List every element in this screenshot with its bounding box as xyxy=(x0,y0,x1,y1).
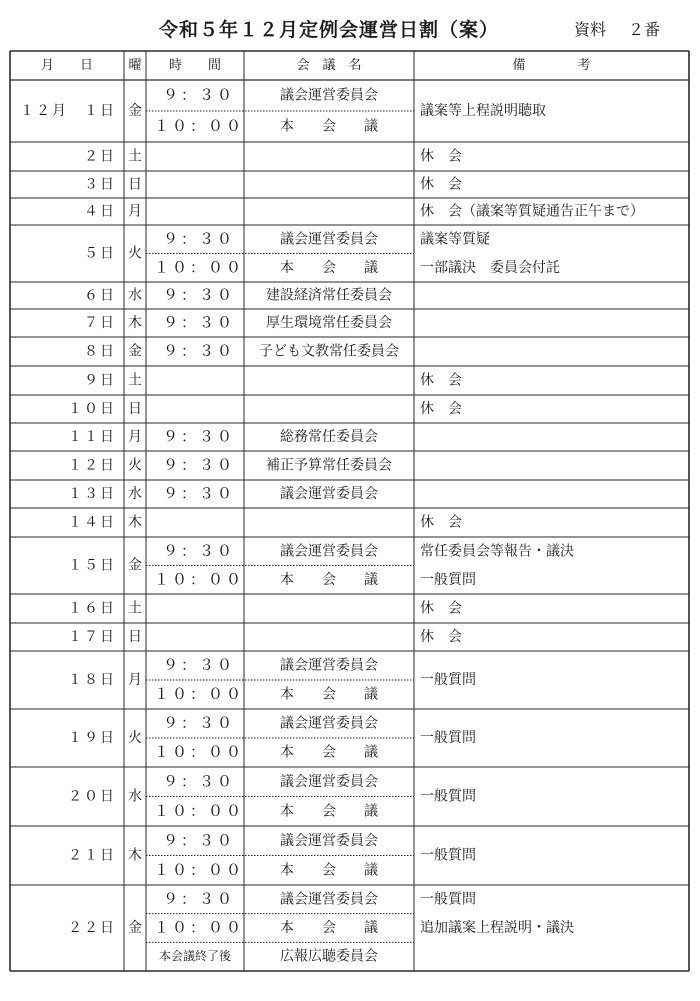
day-date: ２１日 xyxy=(68,847,116,864)
day-date: １２月 １日 xyxy=(20,103,116,119)
header-time: 時 間 xyxy=(168,58,222,73)
day-remark: 議案等上程説明聴取 xyxy=(420,103,546,119)
document-number: ２番 xyxy=(628,20,661,39)
session-time: 本会議終了後 xyxy=(158,949,232,964)
session-time: ９：３０ xyxy=(162,831,236,850)
session-time: ９：３０ xyxy=(162,456,236,474)
day-weekday: 金 xyxy=(128,920,142,936)
day-remark: 一般質問 xyxy=(420,672,476,688)
session-meeting: 議会運営委員会 xyxy=(280,543,378,560)
session-meeting: 議会運営委員会 xyxy=(280,891,378,908)
day-date: ９日 xyxy=(84,372,116,389)
day-date: ２日 xyxy=(84,148,116,165)
session-meeting: 本 会 議 xyxy=(280,118,378,135)
day-date: １４日 xyxy=(68,514,116,531)
day-remark: 一般質問 xyxy=(420,571,476,588)
document-title: 令和５年１２月定例会運営日割（案） xyxy=(159,19,500,41)
session-time: ９：３０ xyxy=(162,229,236,248)
session-meeting: 議会運営委員会 xyxy=(280,87,378,104)
header-date: 月 日 xyxy=(40,58,94,73)
day-date: ６日 xyxy=(84,287,116,304)
session-meeting: 議会運営委員会 xyxy=(280,773,378,790)
day-date: ３日 xyxy=(84,176,116,193)
day-weekday: 月 xyxy=(128,429,142,445)
day-date: ４日 xyxy=(84,203,116,220)
day-weekday: 月 xyxy=(128,203,142,220)
day-weekday: 火 xyxy=(128,730,142,746)
session-meeting: 広報広聴委員会 xyxy=(280,948,378,965)
session-meeting: 本 会 議 xyxy=(280,744,378,761)
session-time: １０：００ xyxy=(153,117,245,135)
day-remark: 休 会 xyxy=(420,148,462,165)
day-remark: 常任委員会等報告・議決 xyxy=(420,543,574,560)
session-meeting: 議会運営委員会 xyxy=(280,832,378,849)
day-weekday: 日 xyxy=(128,176,142,193)
day-weekday: 水 xyxy=(128,486,142,502)
session-time: ９：３０ xyxy=(162,656,236,674)
session-meeting: 議会運営委員会 xyxy=(280,715,378,732)
day-date: １３日 xyxy=(68,486,116,502)
day-date: ２２日 xyxy=(68,920,116,936)
session-time: ９：３０ xyxy=(162,484,236,503)
session-meeting: 本 会 議 xyxy=(280,920,378,936)
day-weekday: 月 xyxy=(128,672,142,688)
day-remark: 一般質問 xyxy=(420,730,476,746)
day-weekday: 木 xyxy=(128,847,142,864)
session-time: １０：００ xyxy=(153,743,245,761)
header-weekday: 曜 xyxy=(128,58,142,73)
header-remarks: 備 考 xyxy=(512,58,591,73)
session-meeting: 本 会 議 xyxy=(280,862,378,879)
day-weekday: 水 xyxy=(128,788,142,805)
session-meeting: 厚生環境常任委員会 xyxy=(266,315,392,331)
day-weekday: 木 xyxy=(128,514,142,531)
day-date: １０日 xyxy=(68,401,116,417)
session-time: １０：００ xyxy=(153,570,245,589)
day-remark: 追加議案上程説明・議決 xyxy=(420,920,574,936)
day-weekday: 火 xyxy=(128,457,142,474)
day-weekday: 日 xyxy=(128,401,142,417)
session-time: ９：３０ xyxy=(162,714,236,732)
day-weekday: 土 xyxy=(128,372,142,389)
day-remark: 休 会 xyxy=(420,372,462,389)
session-time: ９：３０ xyxy=(162,889,236,908)
day-date: ７日 xyxy=(84,315,116,331)
session-time: ９：３０ xyxy=(162,427,236,446)
day-weekday: 木 xyxy=(128,315,142,331)
day-date: １９日 xyxy=(68,730,116,746)
day-remark: 議案等質疑 xyxy=(420,231,490,248)
session-time: １０：００ xyxy=(153,258,245,277)
day-date: １１日 xyxy=(68,429,116,445)
day-date: １５日 xyxy=(68,557,116,574)
day-weekday: 土 xyxy=(128,600,142,617)
session-time: １０：００ xyxy=(153,801,245,820)
session-time: １０：００ xyxy=(153,685,245,703)
session-meeting: 本 会 議 xyxy=(280,686,378,703)
session-time: ９：３０ xyxy=(162,313,236,332)
session-meeting: 総務常任委員会 xyxy=(280,429,378,445)
header-meeting: 会 議 名 xyxy=(296,58,362,73)
day-weekday: 金 xyxy=(128,103,142,119)
day-date: ８日 xyxy=(84,343,116,360)
session-meeting: 本 会 議 xyxy=(280,571,378,588)
session-meeting: 議会運営委員会 xyxy=(280,657,378,674)
day-weekday: 金 xyxy=(128,343,142,360)
day-weekday: 火 xyxy=(128,245,142,262)
session-time: ９：３０ xyxy=(162,541,236,560)
session-meeting: 議会運営委員会 xyxy=(280,231,378,248)
day-date: ５日 xyxy=(84,245,116,262)
session-meeting: 議会運営委員会 xyxy=(280,486,378,502)
day-date: １８日 xyxy=(68,672,116,688)
day-remark: 休 会 xyxy=(420,600,462,617)
session-meeting: 子ども文教常任委員会 xyxy=(259,343,399,360)
session-time: ９：３０ xyxy=(162,286,236,304)
day-remark: 一部議決 委員会付託 xyxy=(420,259,560,276)
day-remark: 休 会 xyxy=(420,401,462,417)
document-label: 資料 xyxy=(574,20,607,39)
day-remark: 一般質問 xyxy=(420,847,476,864)
day-weekday: 金 xyxy=(128,557,142,574)
day-weekday: 土 xyxy=(128,148,142,165)
session-time: １０：００ xyxy=(153,860,245,879)
day-weekday: 日 xyxy=(128,629,142,645)
session-meeting: 建設経済常任委員会 xyxy=(266,287,392,304)
day-date: １２日 xyxy=(68,457,116,474)
session-time: １０：００ xyxy=(153,918,245,937)
session-time: ９：３０ xyxy=(162,342,236,360)
day-remark: 休 会 xyxy=(420,176,462,193)
day-remark: 休 会（議案等質疑通告正午まで） xyxy=(420,203,644,220)
day-weekday: 水 xyxy=(128,287,142,304)
day-remark: 一般質問 xyxy=(420,891,476,908)
session-meeting: 補正予算常任委員会 xyxy=(266,457,392,474)
day-remark: 一般質問 xyxy=(420,788,476,805)
day-date: １６日 xyxy=(68,600,116,617)
session-meeting: 本 会 議 xyxy=(280,803,378,820)
day-remark: 休 会 xyxy=(420,514,462,531)
day-date: ２０日 xyxy=(68,788,116,805)
day-date: １７日 xyxy=(68,629,116,645)
session-time: ９：３０ xyxy=(162,772,236,791)
day-remark: 休 会 xyxy=(420,629,462,645)
session-time: ９：３０ xyxy=(162,86,236,104)
session-meeting: 本 会 議 xyxy=(280,259,378,276)
